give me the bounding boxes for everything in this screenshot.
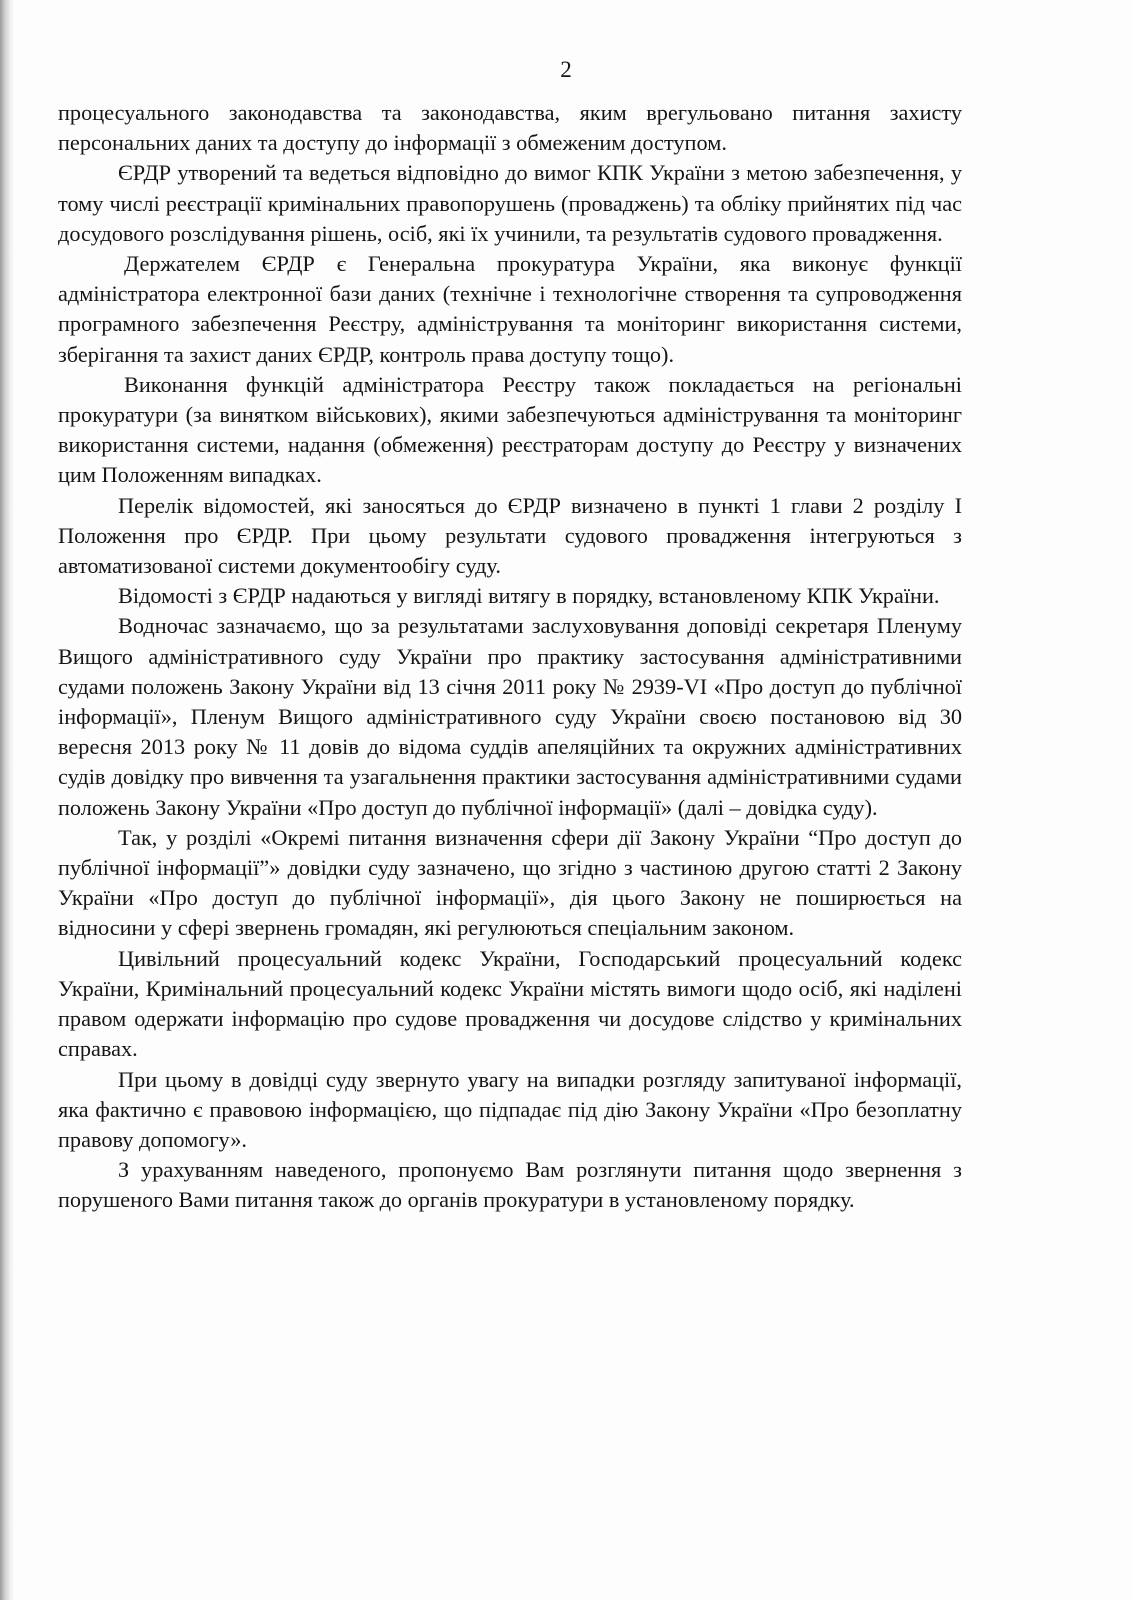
paragraph-plenum-report: Водночас зазначаємо, що за результатами заслуховування доповіді секретаря Пленуму Вищого адміністративного суду України про практику застосування адміністративними судами положень Закону України від 13 січня 2011 року № 2939-VI «Про доступ до публічної інформації», Пленум Вищого адміністративного суду України своєю постановою від 30 вересня 2013 року № 11 довів до відома суддів апеляційних та окружних адміністративних судів довідку про вивчення та узагальнення практики застосування адміністративними судами положень Закону України «Про доступ до публічної інформації» (далі – довідка суду). bbox=[58, 613, 962, 820]
paragraph-erdr-information-list: Перелік відомостей, які заносяться до ЄРДР визначено в пункті 1 глави 2 розділу І Положення про ЄРДР. При цьому результати судового провадження інтегруються з автоматизованої системи документообігу суду. bbox=[58, 492, 962, 579]
page-number: 2 bbox=[560, 57, 572, 82]
paragraph-erdr-extract: Відомості з ЄРДР надаються у вигляді витягу в порядку, встановленому КПК України. bbox=[118, 583, 940, 609]
paragraph-conclusion: З урахуванням наведеного, пропонуємо Вам розглянути питання щодо звернення з порушеного Вами питання також до органів прокуратури в установленому порядку. bbox=[58, 1157, 962, 1213]
paragraph-continuation: процесуального законодавства та законодавства, яким врегульовано питання захисту персональних даних та доступу до інформації з обмеженим доступом. bbox=[58, 100, 962, 156]
scan-edge-shadow bbox=[0, 0, 14, 1600]
paragraph-erdr-holder: Держателем ЄРДР є Генеральна прокуратура України, яка виконує функції адміністратора електронної бази даних (технічне і технологічне створення та супроводження програмного забезпечення Реєстру, адміністрування та моніторинг використання системи, зберігання та захист даних ЄРДР, контроль права доступу тощо). bbox=[58, 251, 962, 367]
paragraph-law-scope: Так, у розділі «Окремі питання визначення сфери дії Закону України “Про доступ до публічної інформації”» довідки суду зазначено, що згідно з частиною другою статті 2 Закону України «Про доступ до публічної інформації», дія цього Закону не поширюється на відносини у сфері звернень громадян, які регулюються спеціальним законом. bbox=[58, 824, 962, 941]
paragraph-erdr-purpose: ЄРДР утворений та ведеться відповідно до вимог КПК України з метою забезпечення, у тому числі реєстрації кримінальних правопорушень (проваджень) та обліку прийнятих під час досудового розслідування рішень, осіб, які їх учинили, та результатів судового провадження. bbox=[58, 160, 962, 246]
paragraph-registry-administrator: Виконання функцій адміністратора Реєстру також покладається на регіональні прокуратури (за винятком військових), якими забезпечуються адміністрування та моніторинг використання системи, надання (обмеження) реєстраторам доступу до Реєстру у визначених цим Положенням випадках. bbox=[58, 371, 962, 488]
paragraph-procedural-codes: Цивільний процесуальний кодекс України, Господарський процесуальний кодекс України, Кримінальний процесуальний кодекс України містять вимоги щодо осіб, які наділені правом одержати інформацію про судове провадження чи досудове слідство у кримінальних справах. bbox=[58, 945, 962, 1062]
letter-body bbox=[58, 98, 962, 1216]
paragraph-legal-aid: При цьому в довідці суду звернуто увагу на випадки розгляду запитуваної інформації, яка фактично є правовою інформацією, що підпадає під дію Закону України «Про безоплатну правову допомогу». bbox=[58, 1066, 962, 1152]
